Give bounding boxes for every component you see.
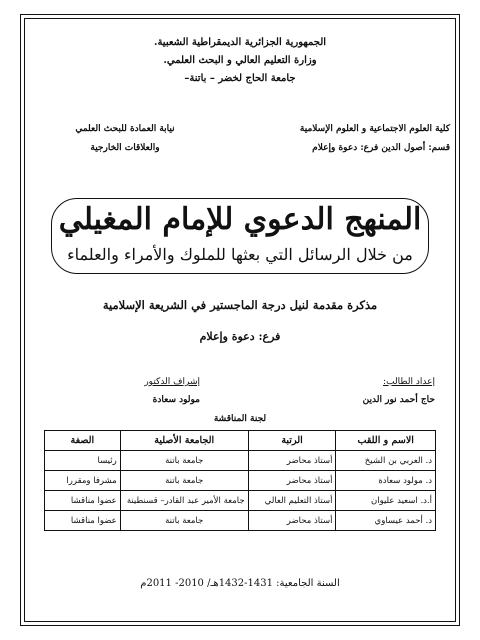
thesis-subtitle: من خلال الرسائل التي بعثها للملوك والأمراء والعلماء — [67, 245, 413, 264]
member-name: د. أحمد عيساوي — [336, 511, 436, 531]
member-role: عضوا مناقشا — [45, 511, 121, 531]
memo-description: مذكرة مقدمة لنيل درجة الماجستير في الشريعة الإسلامية — [102, 298, 378, 312]
committee-header-row — [45, 431, 436, 451]
member-university: جامعة الأمير عبد القادر– قسنطينة — [120, 491, 248, 511]
header-name: الاسم و اللقب — [336, 431, 436, 451]
member-rank: أستاذ محاضر — [248, 471, 336, 491]
member-role: عضوا مناقشا — [45, 491, 121, 511]
student-name: حاج أحمد نور الدين — [362, 395, 435, 405]
memo-branch: فرع: دعوة وإعلام — [199, 330, 281, 343]
student-label: إعداد الطالب: — [383, 377, 435, 387]
member-rank: أستاذ محاضر — [248, 511, 336, 531]
deanship-line-1: نيابة العمادة للبحث العلمي — [75, 124, 175, 134]
header-rank: الرتبة — [248, 431, 336, 451]
faculty-name: كلية العلوم الاجتماعية و العلوم الإسلامية — [299, 124, 450, 134]
member-name: د. العربي بن الشيخ — [336, 451, 436, 471]
thesis-title: المنهج الدعوي للإمام المغيلي — [58, 202, 422, 237]
header-role: الصفة — [45, 431, 121, 451]
supervisor-name: مولود سعادة — [152, 395, 200, 405]
table-row — [45, 471, 436, 491]
ministry-line: وزارة التعليم العالي و البحث العلمي. — [163, 55, 317, 66]
member-university: جامعة باتنة — [120, 451, 248, 471]
committee-table — [44, 430, 436, 531]
member-name: أ.د. اسعيد عليوان — [336, 491, 436, 511]
deanship-line-2: والعلاقات الخارجية — [90, 143, 160, 153]
header-university: الجامعة الأصلية — [120, 431, 248, 451]
academic-year: السنة الجامعية: 1431-1432هـ/ 2010- 2011م — [140, 578, 340, 589]
table-row — [45, 511, 436, 531]
committee-title: لجنة المناقشة — [213, 414, 267, 424]
member-name: د. مولود سعادة — [336, 471, 436, 491]
member-role: رئيسا — [45, 451, 121, 471]
supervisor-label: إشراف الدكتور — [144, 377, 200, 387]
table-row — [45, 451, 436, 471]
republic-line: الجمهورية الجزائرية الديمقراطية الشعبية. — [153, 37, 327, 48]
university-line: جامعة الحاج لخضر – باتنة– — [184, 73, 296, 84]
member-rank: أستاذ التعليم العالي — [248, 491, 336, 511]
department-line: قسم: أصول الدين فرع: دعوة وإعلام — [312, 143, 450, 153]
member-university: جامعة باتنة — [120, 471, 248, 491]
member-rank: أستاذ محاضر — [248, 451, 336, 471]
page-border-inner — [24, 18, 456, 622]
member-university: جامعة باتنة — [120, 511, 248, 531]
table-row — [45, 491, 436, 511]
member-role: مشرفا ومقررا — [45, 471, 121, 491]
